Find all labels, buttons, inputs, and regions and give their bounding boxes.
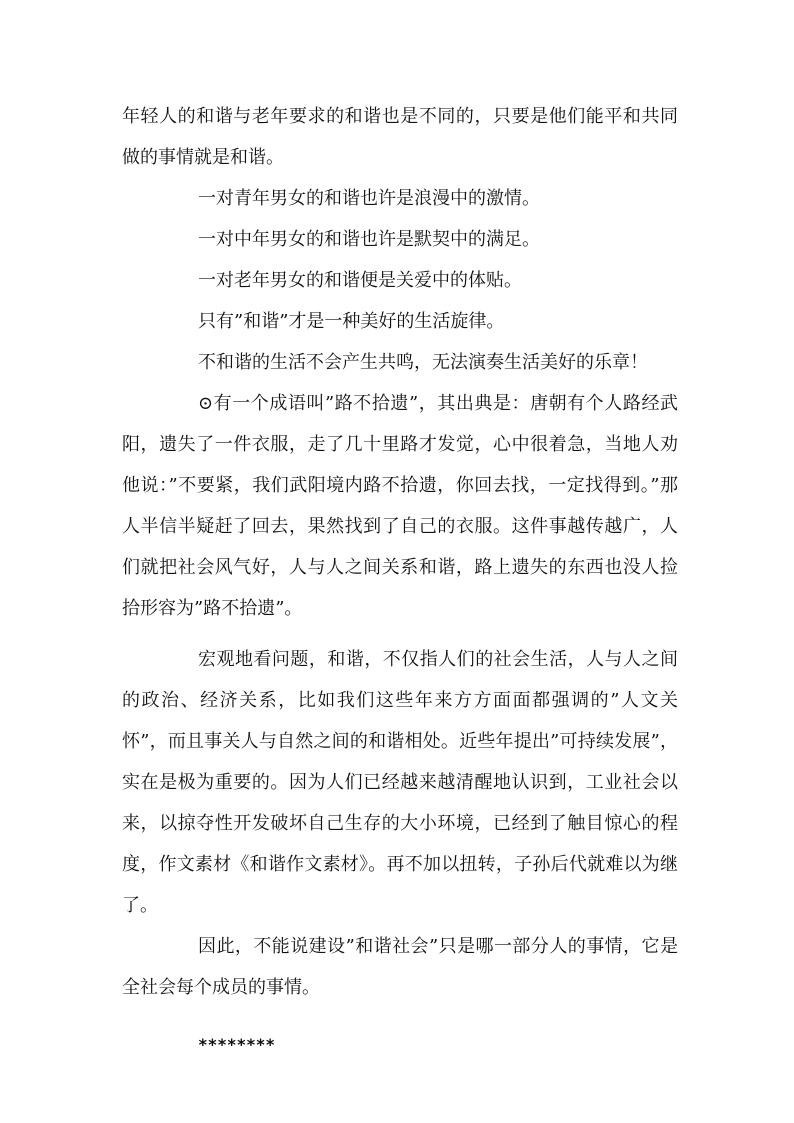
paragraph-harmony-young-old: 年轻人的和谐与老年要求的和谐也是不同的，只要是他们能平和共同做的事情就是和谐。: [122, 106, 678, 168]
paragraph-idiom-story: ⊙有一个成语叫”路不拾遗”，其出典是：唐朝有个人路经武阳，遗失了一件衣服，走了几十里路才发觉，心中很着急，当地人劝他说：”不要紧，我们武阳境内路不拾遗，你回去找，一定找得到。”那人半信半疑赶了回去，果然找到了自己的衣服。这件事越传越广，人们就把社会风气好，人与人之间关系和谐，路上遗失的东西也没人捡拾形容为”路不拾遗”。: [122, 393, 678, 619]
paragraph-elderly-couple: 一对老年男女的和谐便是关爱中的体贴。: [198, 270, 522, 291]
document-body: [122, 96, 678, 1065]
paragraph-macro-view: 宏观地看问题，和谐，不仅指人们的社会生活，人与人之间的政治、经济关系，比如我们这些年来方方面面都强调的”人文关怀”，而且事关人与自然之间的和谐相处。近些年提出”可持续发展”，实在是极为重要的。因为人们已经越来越清醒地认识到，工业社会以来，以掠夺性开发破坏自己生存的大小环境，已经到了触目惊心的程度，作文素材《和谐作文素材》。再不加以扭转，子孙后代就难以为继了。: [122, 649, 678, 916]
paragraph-conclusion: 因此，不能说建设”和谐社会”只是哪一部分人的事情，它是全社会每个成员的事情。: [122, 936, 678, 998]
paragraph-young-couple: 一对青年男女的和谐也许是浪漫中的激情。: [198, 188, 540, 209]
paragraph-middle-aged-couple: 一对中年男女的和谐也许是默契中的满足。: [198, 229, 540, 250]
paragraph-harmony-melody: 只有”和谐”才是一种美好的生活旋律。: [198, 311, 505, 332]
section-separator: ********: [198, 1035, 276, 1054]
paragraph-no-resonance: 不和谐的生活不会产生共鸣，无法演奏生活美好的乐章！: [198, 352, 648, 373]
